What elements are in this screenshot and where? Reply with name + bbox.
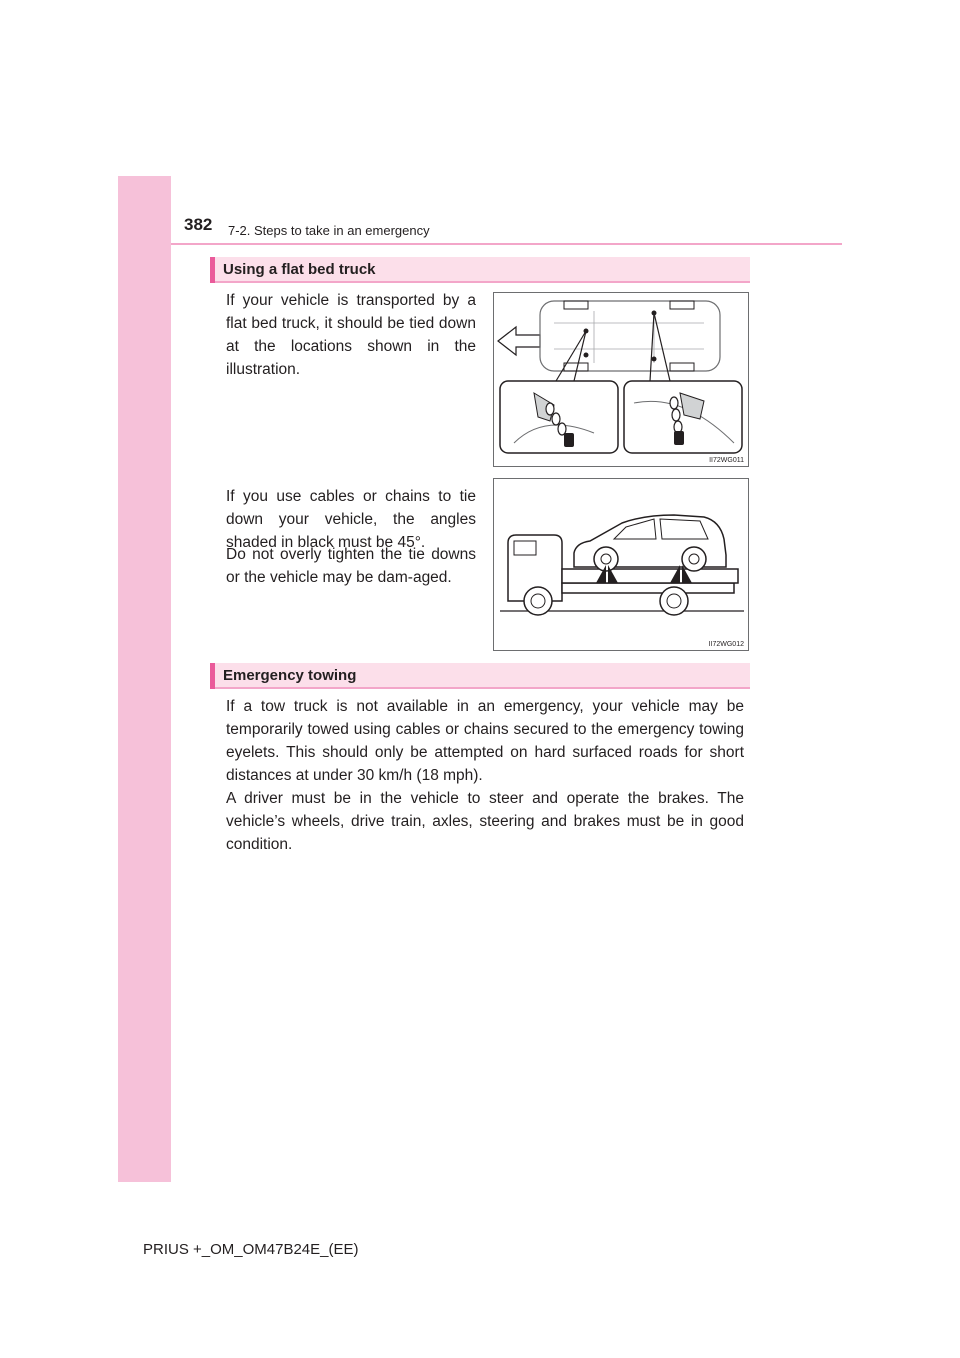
- heading-bar-flat-bed-truck: [210, 257, 750, 283]
- paragraph-driver-requirement: A driver must be in the vehicle to steer and operate the brakes. The vehicle’s wheels, drive train, axles, steering and brakes must be in good condition.: [226, 790, 744, 853]
- figure-tie-down-locations: [493, 292, 749, 467]
- figure-code: II72WG011: [709, 457, 744, 464]
- heading-bar-emergency-towing: [210, 663, 750, 689]
- figure-flat-bed-truck: [493, 478, 749, 651]
- page-number: 382: [184, 215, 213, 234]
- figure-code: II72WG012: [708, 641, 744, 648]
- footer-document-code: PRIUS +_OM_OM47B24E_(EE): [143, 1241, 359, 1258]
- flat-bed-truck-illustration: [494, 479, 748, 650]
- heading-flat-bed-truck: Using a flat bed truck: [223, 261, 376, 278]
- paragraph-tie-down-warning: Do not overly tighten the tie downs or the vehicle may be dam-aged.: [226, 546, 476, 586]
- tie-down-locations-illustration: [494, 293, 748, 466]
- paragraph-flat-bed-intro: If your vehicle is transported by a flat bed truck, it should be tied down at the locations shown in the illustration.: [226, 292, 476, 378]
- paragraph-tie-down-angle: If you use cables or chains to tie down your vehicle, the angles shaded in black must be 45°.: [226, 488, 476, 551]
- paragraph-emergency-towing-conditions: If a tow truck is not available in an emergency, your vehicle may be temporarily towed using cables or chains secured to the emergency towing eyelets. This should only be attempted on hard surfaced roads for short distances at under 30 km/h (18 mph).: [226, 698, 744, 784]
- front-direction-arrow-icon: [498, 327, 540, 355]
- heading-emergency-towing: Emergency towing: [223, 667, 357, 684]
- chapter-sidebar-tab: [118, 176, 171, 1182]
- header-divider: [171, 243, 842, 245]
- section-title: 7-2. Steps to take in an emergency: [228, 223, 430, 238]
